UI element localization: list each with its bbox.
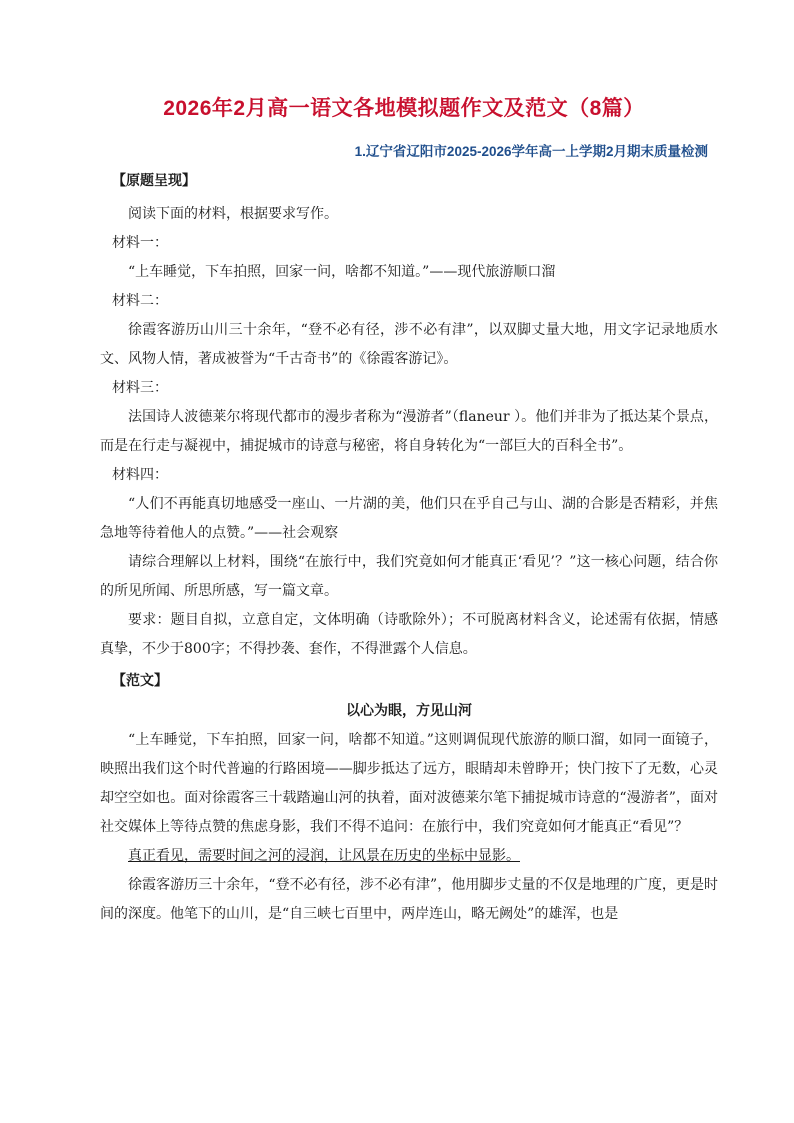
material-4-label: 材料四： <box>112 467 168 483</box>
material-3-label: 材料三： <box>112 380 168 396</box>
material-2-label: 材料二： <box>112 293 168 309</box>
essay-thesis-1: 真正看见，需要时间之河的浸润，让风景在历史的坐标中显影。 <box>128 848 520 864</box>
sample-essay-label: 【范文】 <box>112 672 168 688</box>
essay-paragraph-1: “上车睡觉，下车拍照，回家一问，啥都不知道。”这则调侃现代旅游的顺口溜，如同一面镜子，映照出我们这个时代普遍的行路困境——脚步抵达了远方，眼睛却未曾睁开；快门按下了无数，心灵却空空如也。面对徐霞客三十载踏遍山河的执着，面对波德莱尔笔下捕捉城市诗意的“漫游者”，面对社交媒体上等待点赞的焦虑身影，我们不得不追问：在旅行中，我们究竟如何才能真正“看见”？ <box>100 732 718 835</box>
requirements-text: 要求：题目自拟，立意自定，文体明确（诗歌除外）；不可脱离材料含义，论述需有依据，情感真挚，不少于800字；不得抄袭、套作，不得泄露个人信息。 <box>100 612 718 657</box>
instruction-text: 阅读下面的材料，根据要求写作。 <box>128 206 338 222</box>
material-3-text: 法国诗人波德莱尔将现代都市的漫步者称为“漫游者”（flaneur ）。他们并非为了抵达某个景点，而是在行走与凝视中，捕捉城市的诗意与秘密，将自身转化为“一部巨大的百科全书”。 <box>100 409 718 454</box>
material-1-label: 材料一： <box>112 235 168 251</box>
essay-title: 以心为眼，方见山河 <box>346 703 472 719</box>
section-heading: 1.辽宁省辽阳市2025-2026学年高一上学期2月期末质量检测 <box>354 144 708 159</box>
material-1-text: “上车睡觉，下车拍照，回家一问，啥都不知道。”——现代旅游顺口溜 <box>128 264 556 280</box>
task-text: 请综合理解以上材料，围绕“在旅行中，我们究竟如何才能真正‘看见’？”这一核心问题，结合你的所见所闻、所思所感，写一篇文章。 <box>100 554 718 599</box>
material-2-text: 徐霞客游历山川三十余年，“登不必有径，涉不必有津”，以双脚丈量大地，用文字记录地质水文、风物人情，著成被誉为“千古奇书”的《徐霞客游记》。 <box>100 322 718 367</box>
essay-paragraph-2: 徐霞客游历三十余年，“登不必有径，涉不必有津”，他用脚步丈量的不仅是地理的广度，更是时间的深度。他笔下的山川，是“自三峡七百里中，两岸连山，略无阙处”的雄浑，也是 <box>100 877 718 922</box>
document-title: 2026年2月高一语文各地模拟题作文及范文（8篇） <box>163 97 645 120</box>
original-question-label: 【原题呈现】 <box>112 172 196 188</box>
material-4-text: “人们不再能真切地感受一座山、一片湖的美，他们只在乎自己与山、湖的合影是否精彩，并焦急地等待着他人的点赞。”——社会观察 <box>100 496 718 541</box>
